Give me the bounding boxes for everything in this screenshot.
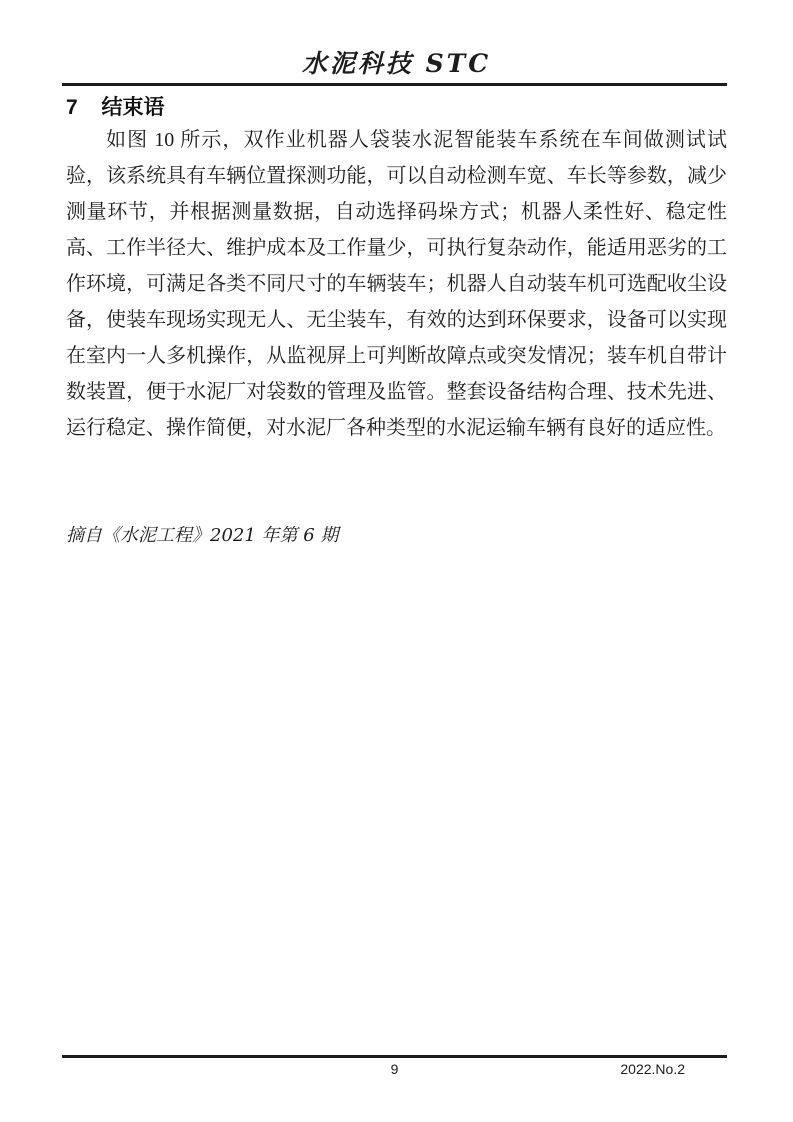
section-number: 7 bbox=[66, 96, 78, 119]
header-rule bbox=[62, 83, 727, 86]
issue-number: 2022.No.2 bbox=[620, 1061, 685, 1077]
journal-title: 水泥科技 STC bbox=[301, 49, 492, 78]
section-title: 结束语 bbox=[101, 96, 165, 119]
section-heading bbox=[66, 91, 165, 121]
citation: 摘自《水泥工程》2021 年第 6 期 bbox=[66, 525, 339, 546]
body-paragraph: 如图 10 所示，双作业机器人袋装水泥智能装车系统在车间做测试试验，该系统具有车辆位置探测功能，可以自动检测车宽、车长等参数，减少测量环节，并根据测量数据，自动选择码垛方式；机器人柔性好、稳定性高、工作半径大、维护成本及工作量少，可执行复杂动作，能适用恶劣的工作环境，可满足各类不同尺寸的车辆装车；机器人自动装车机可选配收尘设备，使装车现场实现无人、无尘装车，有效的达到环保要求，设备可以实现在室内一人多机操作，从监视屏上可判断故障点或突发情况；装车机自带计数装置，便于水泥厂对袋数的管理及监管。整套设备结构合理、技术先进、运行稳定、操作简便，对水泥厂各种类型的水泥运输车辆有良好的适应性。 bbox=[66, 129, 727, 439]
page-number: 9 bbox=[390, 1061, 399, 1077]
footer-rule bbox=[62, 1055, 727, 1058]
